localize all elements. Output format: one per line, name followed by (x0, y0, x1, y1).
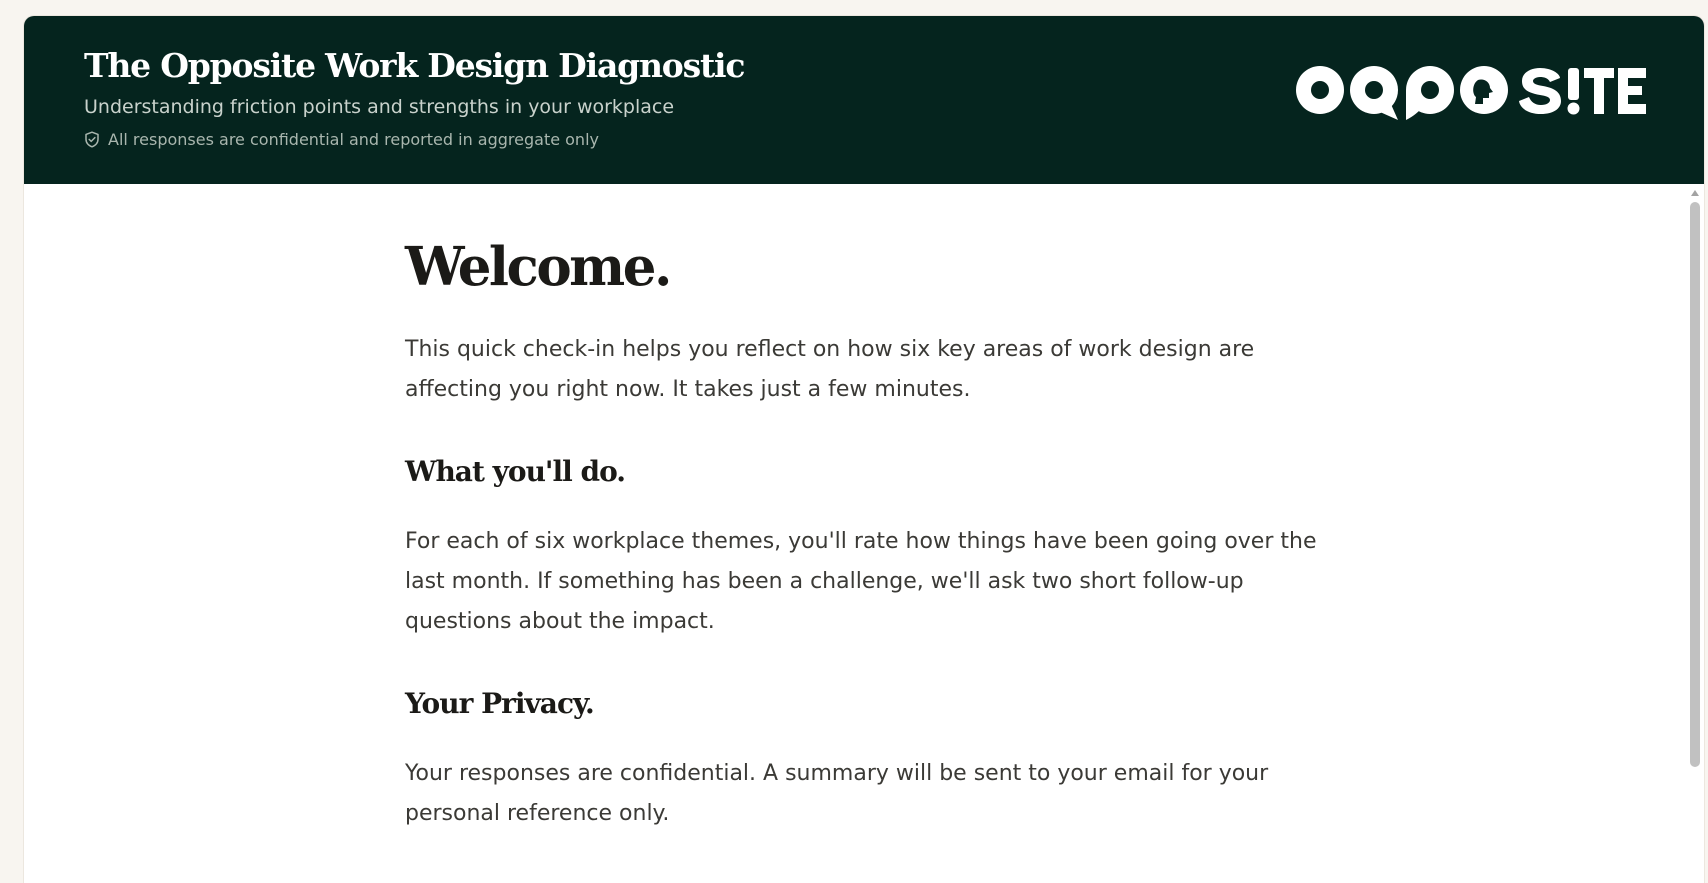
page-title: The Opposite Work Design Diagnostic (84, 46, 745, 85)
section-body-your-privacy: Your responses are confidential. A summary will be sent to your email for your personal reference only. (405, 761, 1269, 826)
privacy-note-text: All responses are confidential and reported in aggregate only (108, 130, 599, 149)
header-banner (24, 16, 1704, 184)
privacy-note (84, 130, 599, 149)
main-content (24, 184, 1686, 883)
opposite-logo (1294, 64, 1646, 136)
intro-text: This quick check-in helps you reflect on how six key areas of work design are affecting you right now. It takes just a few minutes. (405, 337, 1255, 402)
section-body-what-youll-do: For each of six workplace themes, you'll rate how things have been going over the last month. If something has been a challenge, we'll ask two short follow-up questions about the impact. (405, 529, 1317, 634)
vertical-scrollbar[interactable] (1686, 184, 1704, 883)
triangle-up-icon[interactable] (1691, 190, 1699, 196)
scrollbar-thumb[interactable] (1690, 202, 1700, 767)
survey-card (24, 16, 1704, 883)
section-heading-what-youll-do: What you'll do. (405, 455, 626, 488)
welcome-heading: Welcome. (405, 236, 670, 298)
shield-check-icon (84, 131, 100, 148)
section-heading-your-privacy: Your Privacy. (405, 687, 594, 720)
page-subtitle: Understanding friction points and strengths in your workplace (84, 96, 675, 118)
